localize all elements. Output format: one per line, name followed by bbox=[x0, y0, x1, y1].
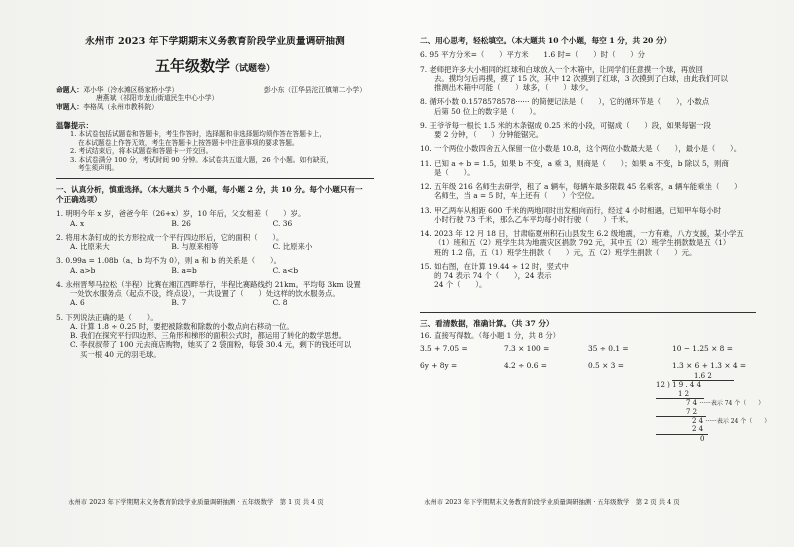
division-dividend: 12 ) 1 9 . 4 4 bbox=[656, 381, 702, 390]
question-8: 8. 循环小数 0.1578578578······ 的简便记法是（ ），它的循环节是（ ），小数点 后第 50 位上的数字是（ ）。 bbox=[420, 97, 710, 116]
options: A. 6 B. 7 C. 8 bbox=[70, 298, 288, 308]
subject-note: （试题卷） bbox=[230, 63, 276, 74]
page-footer-left: 永州市 2023 年下学期期末义务教育阶段学业质量调研抽测 · 五年级数学 第 1 页 共 4 页 bbox=[68, 498, 324, 506]
division-step: 2 4 bbox=[656, 425, 708, 434]
page-left bbox=[56, 36, 374, 516]
section-1-heading-cont: 个正确选项） bbox=[56, 194, 102, 204]
notice-line: 在本试题卷上作答无效，考生在答题卡上按答题卡中注意事项的要求答题。 bbox=[78, 138, 299, 147]
page-right bbox=[420, 36, 771, 516]
options: A. 比原来大 B. 与原来相等 C. 比原来小 bbox=[70, 242, 313, 252]
section-3-heading: 三、看清数据，准确计算。（共 37 分） bbox=[420, 318, 554, 328]
divider bbox=[56, 178, 374, 179]
division-note-24: ······表示 24 个（ ） bbox=[705, 417, 771, 425]
question-13: 13. 甲乙两车从相距 600 千米的两地同时出发相向而行，经过 4 小时相遇，已知甲车每小时 小时行驶 73 千米，那么乙车平均每小时行驶（ ）千米。 bbox=[420, 205, 721, 224]
question-10: 10. 一个两位小数四舍五入保留一位小数是 10.8，这个两位小数最大是（ ），最小是（ ）。 bbox=[420, 144, 742, 154]
question-11: 11. 已知 a ÷ b = 1.5，如果 b 不变，a 乘 3，则商是（ ）；如果 a 不变，b 除以 5，则商 是（ ）。 bbox=[420, 158, 729, 177]
question-15: 15. 如右图，在计算 19.44 ÷ 12 时，竖式中 的 74 表示 74 个（ ），24 表示 24 个（ ）。 bbox=[420, 261, 569, 290]
question-4: 4. 永州晋琴马拉松（半程）比赛在湘江西畔举行，半程比赛路线约 21km。平均每 3km 设置 一处饮水服务点（起点不设，终点设），一共设置了（ ）处这样的饮水服务点。 A. 6 B. 7 C. 8 bbox=[56, 280, 374, 308]
question-1: 1. 明明今年 x 岁，爸爸今年（26+x）岁，10 年后，父女相差（ ）岁。 A. x B. 26 C. 36 bbox=[56, 209, 374, 228]
notice-line: 2. 考试结束后，将本试题卷和答题卡一并交回。 bbox=[70, 147, 213, 156]
division-step: 1 2 bbox=[656, 390, 704, 399]
question-3: 3. 0.99a = 1.08b（a、b 均不为 0），则 a 和 b 的关系是（ ）。 A. a>b B. a=b C. a<b bbox=[56, 256, 374, 275]
notice-list bbox=[56, 130, 374, 172]
page-footer-right: 永州市 2023 年下学期期末义务教育阶段学业质量调研抽测 · 五年级数学 第 2 页 共 4 页 bbox=[424, 498, 680, 506]
section-2-heading: 二、用心思考，轻松填空。（本大题共 10 个小题，每空 1 分，共 20 分） bbox=[420, 36, 672, 45]
question-7: 7. 老师把许多大小相同的红球和白球放入一个木箱中，让同学们任意摸一个球，再放回 去。摸均匀后再摸，摸了 15 次，其中 12 次摸到了红球，3 次摸到了白球，由此我们可以 推测出木箱中可能（ ）球多，（ ）球少。 bbox=[420, 64, 728, 93]
author-row: 命题人：邓小华（冷水滩区杨家桥小学） 彭小东（江华县沱江镇第二小学） bbox=[56, 85, 366, 94]
notice-line: 3. 本试卷满分 100 分，考试时间 90 分钟。本试卷共五道大题，26 个小题。如有缺页， bbox=[70, 155, 333, 164]
division-step: 7 2 bbox=[656, 408, 706, 417]
calc-row: 6y + 8y = 4.2 ÷ 0.6 = 0.5 × 3 = 1.3 × 6 + 1.3 × 4 = bbox=[420, 360, 747, 370]
question-5: 5. 下列说法正确的是（ ）。 A. 计算 1.8 ÷ 0.25 时，要把被除数和除数的小数点向右移动一位。 B. 我们在探究平行四边形、三角形和梯形的面积公式时，都运用了转化的数学思想。 C. 李叔叔带了 100 元去商店购物，她买了 2 袋面粉，每袋 30.4 元，剩下的钱还可以 买一根 40 元的羽毛球。 bbox=[56, 312, 352, 359]
divider bbox=[420, 312, 756, 313]
division-note-74: ······表示 74 个（ ） bbox=[699, 400, 765, 408]
notice-line: 考生须声明。 bbox=[78, 163, 119, 172]
options: A. x B. 26 C. 36 bbox=[70, 218, 293, 228]
section-1-heading: 一、认真分析，慎重选择。（本大题共 5 个小题，每小题 2 分，共 10 分。每个小题只有一 bbox=[56, 185, 363, 195]
long-division-figure bbox=[656, 372, 771, 443]
options: A. a>b B. a=b C. a<b bbox=[70, 265, 299, 275]
question-12: 12. 五年级 216 名师生去研学，租了 a 辆车，每辆车最多限载 45 名乘客，a 辆车能乘坐（ ） 名师生，当 a = 5 时，车上还有（ ）个空位。 bbox=[420, 182, 742, 201]
notice-title: 温馨提示： bbox=[56, 121, 93, 131]
subject-title bbox=[56, 57, 374, 76]
calc-row: 3.5 + 7.05 = 7.3 × 100 = 35 ÷ 0.1 = 10 − 1.25 × 8 = bbox=[420, 344, 733, 354]
question-14: 14. 2023 年 12 月 18 日，甘肃临夏州积石山县发生 6.2 级地震，一方有难，八方支援，某小学五 （1）班和五（2）班学生共为地震灾区捐款 792 元，其中五（2）班学生捐款数是五（1） 班的 1.2 倍，五（1）班学生捐款（ ）元，五（2）班学生捐款（ ）元。 bbox=[420, 229, 744, 257]
division-step: 7 4 ······表示 74 个（ ） bbox=[686, 399, 765, 408]
author-row: 唐燕斌（祁阳市龙山街道民生中心小学） bbox=[96, 94, 219, 103]
authors-block bbox=[56, 86, 374, 111]
division-remainder: 0 bbox=[700, 434, 705, 443]
subject-name: 五年级数学 bbox=[154, 56, 230, 75]
question-16: 16. 直接写得数。（每小题 1 分，共 8 分） bbox=[420, 331, 561, 341]
exam-title: 永州市 2023 年下学期期末义务教育阶段学业质量调研抽测 bbox=[85, 36, 345, 47]
division-step: 2 4 ······表示 24 个（ ） bbox=[692, 416, 771, 425]
question-2: 2. 将用木条钉成的长方形拉成一个平行四边形后，它的面积（ ）。 A. 比原来大 B. 与原来相等 C. 比原来小 bbox=[56, 233, 374, 252]
author-row: 审题人：李格凤（永州市教科院） bbox=[56, 102, 158, 111]
notice-line: 1. 本试卷包括试题卷和答题卡，考生作答时，选择题和非选择题均须作答在答题卡上， bbox=[70, 130, 326, 139]
division-quotient: 1.6 2 bbox=[672, 372, 734, 381]
question-6: 6. 95 平方分米=（ ）平方米 1.6 时=（ ）时（ ）分 bbox=[420, 50, 646, 60]
question-9: 9. 王爷爷每一根长 1.5 米的木条锯成 0.25 米的小段，可锯成（ ）段，如果每锯一段 要 2 分钟，（ ）分钟能锯完。 bbox=[420, 120, 711, 140]
